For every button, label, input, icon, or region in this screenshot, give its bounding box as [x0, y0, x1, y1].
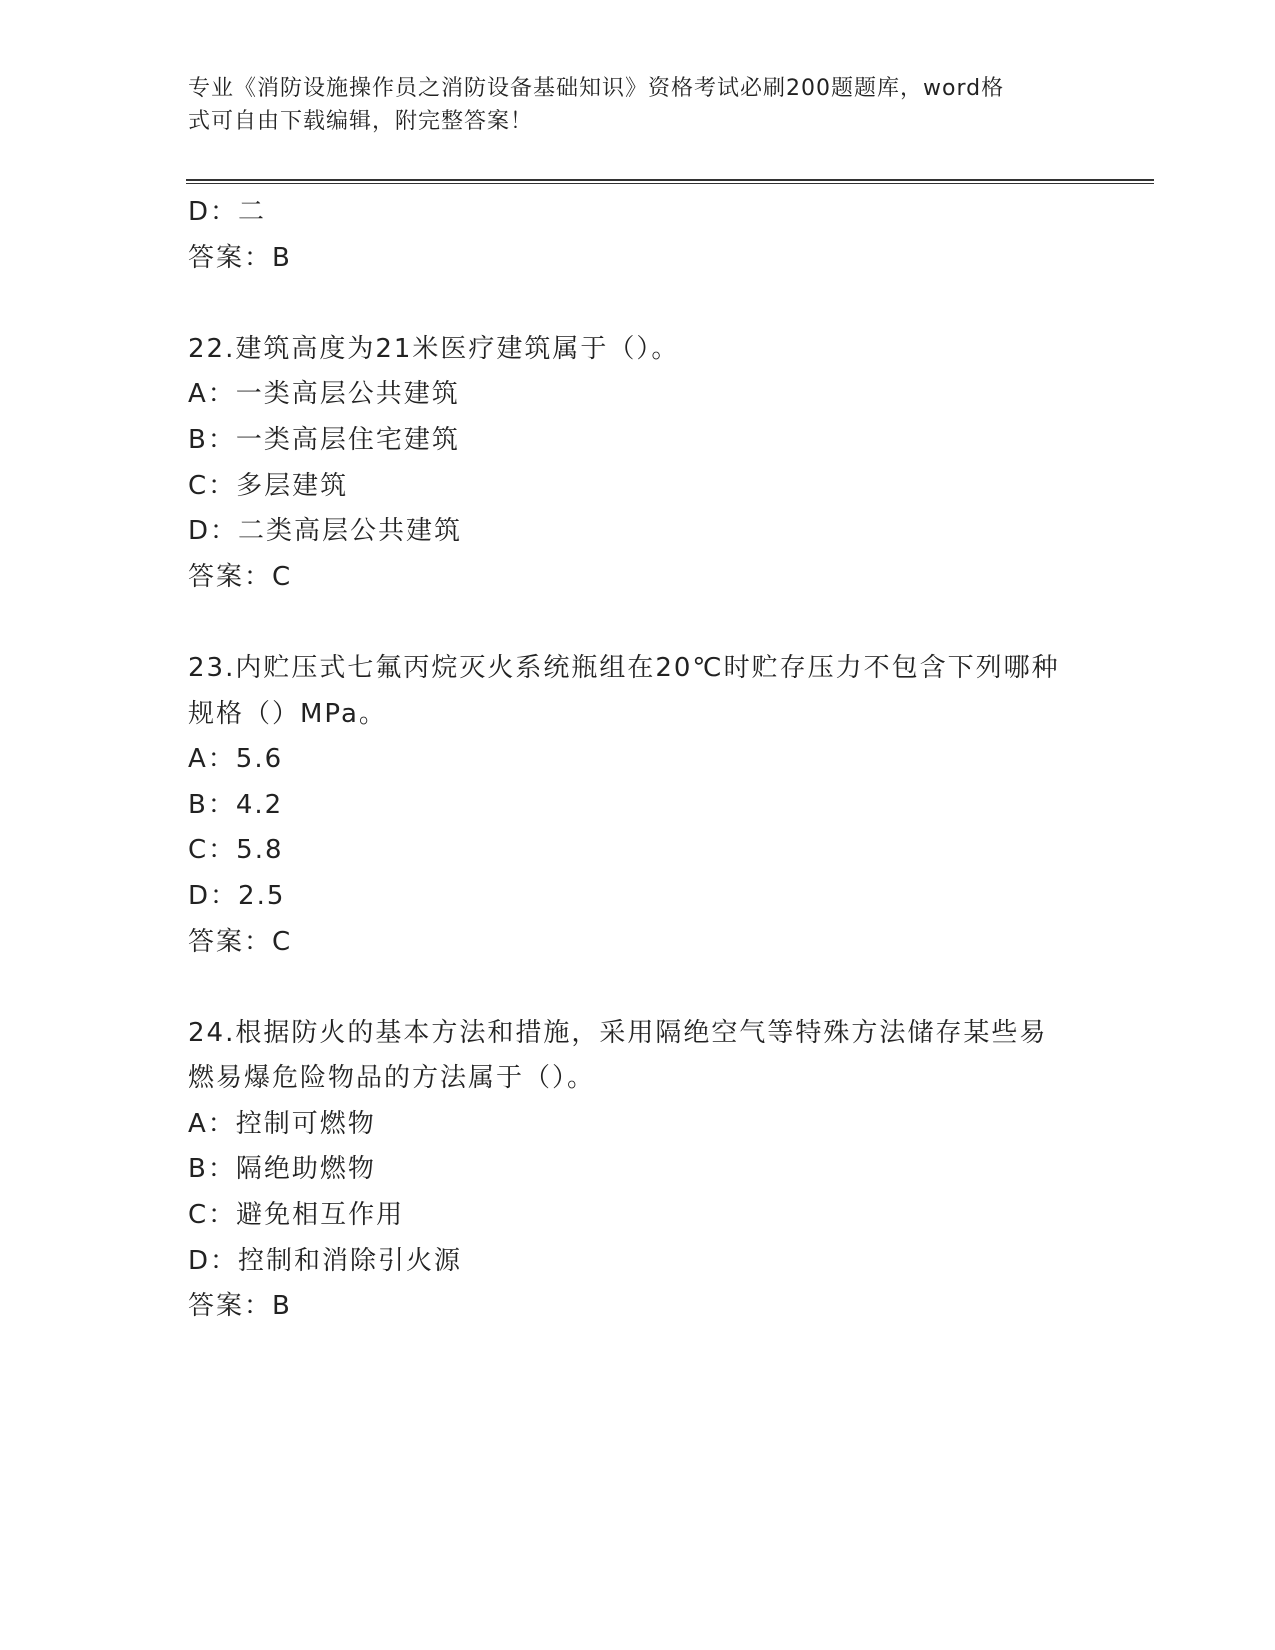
option-b: B：隔绝助燃物 [188, 1154, 376, 1185]
option-c: C：5.8 [188, 835, 284, 866]
question-stem: 23.内贮压式七氟丙烷灭火系统瓶组在20℃时贮存压力不包含下列哪种 [188, 652, 1060, 683]
option-d: D：二类高层公共建筑 [188, 516, 463, 547]
option-a: A：一类高层公共建筑 [188, 379, 460, 410]
header-line-2: 式可自由下载编辑，附完整答案！ [188, 109, 534, 134]
question-24 [188, 1011, 1088, 1330]
answer-line: 答案：B [188, 1291, 292, 1322]
option-d: D：2.5 [188, 880, 286, 911]
option-d: D：二 [188, 197, 267, 227]
header-divider-thick [186, 179, 1154, 181]
option-b: B：一类高层住宅建筑 [188, 424, 460, 455]
answer-line: 答案：B [188, 242, 292, 273]
previous-question-tail [188, 190, 1088, 281]
option-a: A：5.6 [188, 744, 284, 775]
question-23 [188, 646, 1088, 965]
question-stem: 24.根据防火的基本方法和措施，采用隔绝空气等特殊方法储存某些易 [188, 1017, 1048, 1048]
header-line-1: 专业《消防设施操作员之消防设备基础知识》资格考试必刷200题题库，word格 [188, 76, 1005, 101]
answer-line: 答案：C [188, 561, 293, 592]
option-d: D：控制和消除引火源 [188, 1245, 463, 1276]
option-c: C：多层建筑 [188, 470, 349, 501]
question-stem-continued: 规格（）MPa。 [188, 698, 387, 729]
option-c: C：避免相互作用 [188, 1200, 405, 1231]
option-b: B：4.2 [188, 789, 284, 820]
question-22 [188, 327, 1088, 601]
question-stem: 22.建筑高度为21米医疗建筑属于（）。 [188, 333, 680, 364]
spacer [188, 600, 1088, 646]
header-divider-thin [186, 183, 1154, 184]
option-a: A：控制可燃物 [188, 1108, 376, 1139]
document-header [188, 72, 1068, 138]
answer-line: 答案：C [188, 926, 293, 957]
spacer [188, 281, 1088, 327]
question-list [188, 190, 1088, 1330]
question-stem-continued: 燃易爆危险物品的方法属于（）。 [188, 1063, 596, 1094]
spacer [188, 965, 1088, 1011]
